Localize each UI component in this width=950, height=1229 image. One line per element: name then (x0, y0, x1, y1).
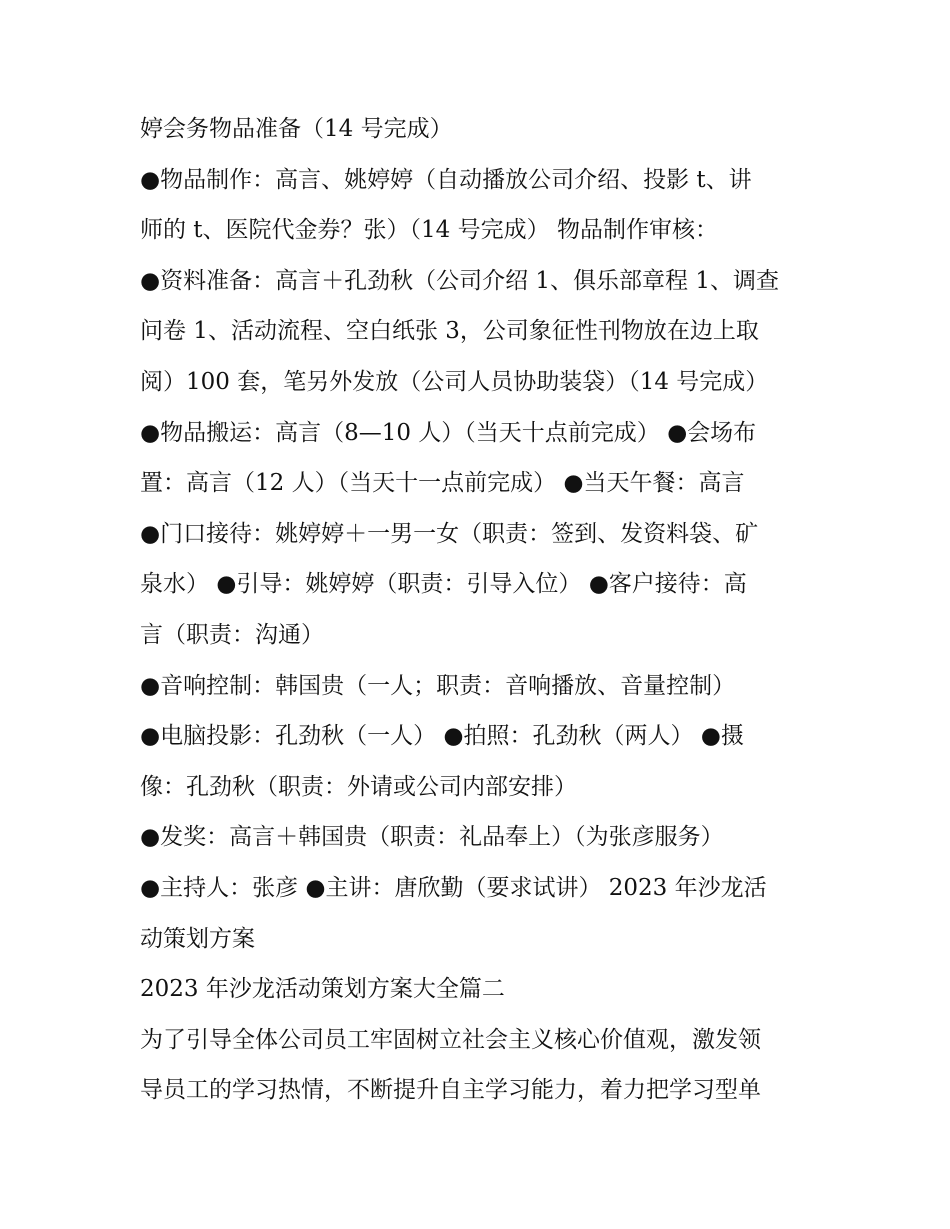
text-line: ●门口接待：姚婷婷＋一男一女（职责：签到、发资料袋、矿 (140, 520, 759, 547)
text-line: ●发奖：高言＋韩国贵（职责：礼品奉上）（为张彦服务） (140, 824, 724, 851)
text-line: 泉水） ●引导：姚婷婷（职责：引导入位） ●客户接待：高 (140, 571, 747, 598)
text-line: 导员工的学习热情，不断提升自主学习能力，着力把学习型单 (140, 1077, 761, 1104)
text-line: 婷会务物品准备（14 号完成） (140, 116, 453, 142)
text-line: 言（职责：沟通） (140, 621, 324, 648)
text-line: ●物品搬运：高言（8—10 人）（当天十点前完成） ●会场布 (140, 419, 757, 446)
text-line: 问卷 1、活动流程、空白纸张 3，公司象征性刊物放在边上取 (140, 318, 759, 345)
text-line: 为了引导全体公司员工牢固树立社会主义核心价值观，激发领 (140, 1026, 761, 1053)
text-line: ●电脑投影：孔劲秋（一人） ●拍照：孔劲秋（两人） ●摄 (140, 723, 744, 750)
text-line: ●物品制作：高言、姚婷婷（自动播放公司介绍、投影 t、讲 (140, 166, 752, 193)
text-line: 动策划方案 (140, 925, 255, 952)
text-line: ●音响控制：韩国贵（一人；职责：音响播放、音量控制） (140, 672, 736, 699)
text-line: 像：孔劲秋（职责：外请或公司内部安排） (140, 773, 577, 800)
document-body (140, 104, 820, 1116)
text-line: 置：高言（12 人）（当天十一点前完成） ●当天午餐：高言 (140, 470, 745, 497)
text-line: 阅）100 套，笔另外发放（公司人员协助装袋）（14 号完成） (140, 368, 769, 395)
section-heading: 2023 年沙龙活动策划方案大全篇二 (140, 976, 505, 1003)
text-line: 师的 t、医院代金券？张）（14 号完成） 物品制作审核： (140, 217, 718, 244)
text-line: ●资料准备：高言＋孔劲秋（公司介绍 1、俱乐部章程 1、调查 (140, 267, 779, 294)
text-line: ●主持人：张彦 ●主讲：唐欣勤（要求试讲） 2023 年沙龙活 (140, 874, 767, 901)
